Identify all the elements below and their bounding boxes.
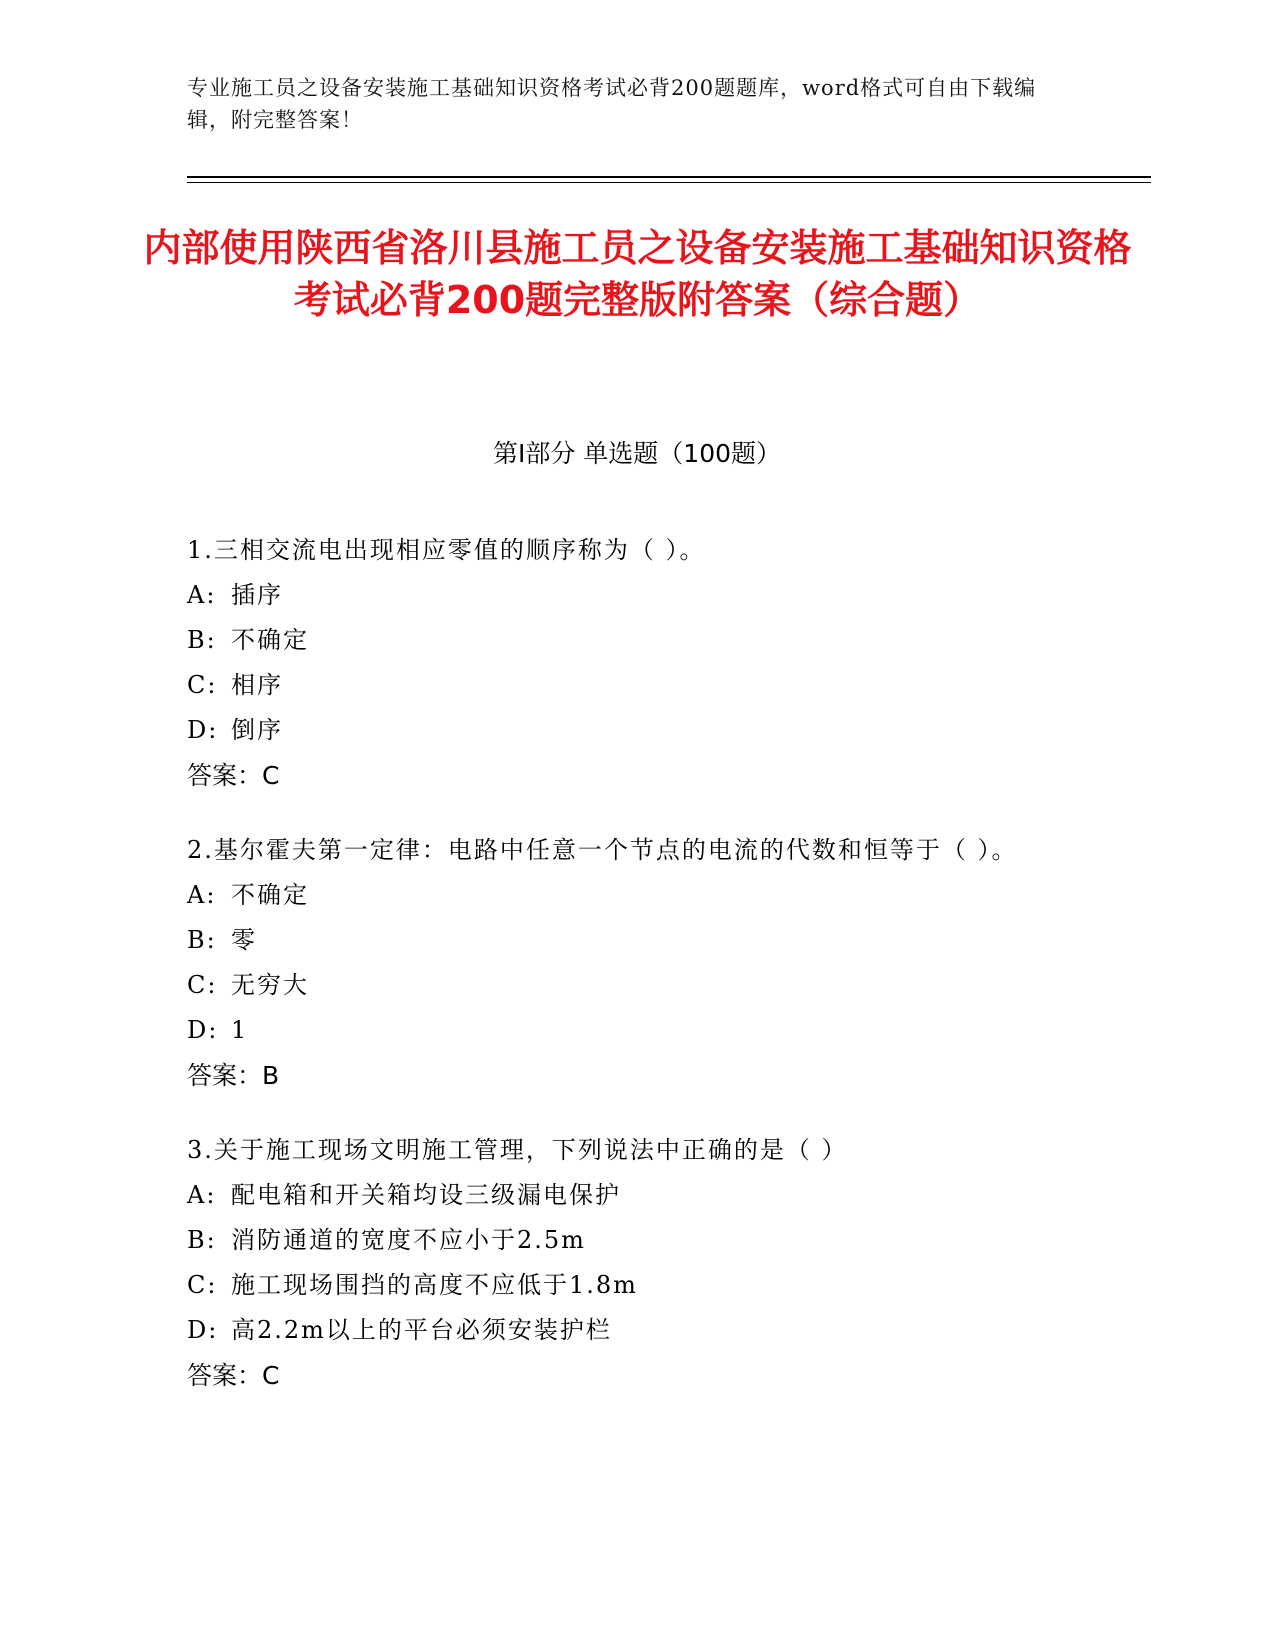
option-letter: D: xyxy=(187,1316,219,1344)
question-stem: 3.关于施工现场文明施工管理，下列说法中正确的是（ ） xyxy=(187,1136,848,1164)
option-text: 倒序 xyxy=(231,716,283,744)
option-text: 消防通道的宽度不应小于2.5m xyxy=(231,1226,586,1254)
option-letter: A: xyxy=(187,881,217,909)
option-text: 无穷大 xyxy=(231,971,309,999)
option-letter: B: xyxy=(187,626,217,654)
section-title: 第Ⅰ部分 单选题（100题） xyxy=(492,439,782,468)
question-2 xyxy=(187,828,1067,1098)
option-b xyxy=(187,1218,1067,1263)
question-stem: 2.基尔霍夫第一定律：电路中任意一个节点的电流的代数和恒等于（ ）。 xyxy=(187,836,1018,864)
option-d xyxy=(187,1008,1067,1053)
question-3 xyxy=(187,1128,1067,1398)
option-text: 不确定 xyxy=(231,881,309,909)
question-1 xyxy=(187,528,1067,798)
option-letter: C: xyxy=(187,671,218,699)
answer: 答案：C xyxy=(187,1361,280,1390)
option-letter: C: xyxy=(187,1271,218,1299)
option-b xyxy=(187,618,1067,663)
option-d xyxy=(187,1308,1067,1353)
answer: 答案：C xyxy=(187,761,280,790)
option-text: 零 xyxy=(231,926,257,954)
header-rule-thick xyxy=(187,176,1151,178)
document-title: 内部使用陕西省洛川县施工员之设备安装施工基础知识资格考试必背200题完整版附答案（综合题） xyxy=(143,226,1132,322)
question-list xyxy=(187,528,1067,1428)
option-a xyxy=(187,873,1067,918)
question-stem: 1.三相交流电出现相应零值的顺序称为（ ）。 xyxy=(187,536,706,564)
answer: 答案：B xyxy=(187,1061,280,1090)
option-letter: A: xyxy=(187,581,217,609)
option-text: 配电箱和开关箱均设三级漏电保护 xyxy=(231,1181,621,1209)
header-note: 专业施工员之设备安装施工基础知识资格考试必背200题题库，word格式可自由下载编辑，附完整答案！ xyxy=(187,76,1037,132)
option-letter: D: xyxy=(187,716,219,744)
option-letter: B: xyxy=(187,926,217,954)
option-c xyxy=(187,663,1067,708)
option-letter: D: xyxy=(187,1016,219,1044)
option-text: 不确定 xyxy=(231,626,309,654)
option-letter: B: xyxy=(187,1226,217,1254)
option-d xyxy=(187,708,1067,753)
option-text: 施工现场围挡的高度不应低于1.8m xyxy=(231,1271,638,1299)
option-text: 相序 xyxy=(231,671,283,699)
option-text: 插序 xyxy=(231,581,283,609)
option-letter: C: xyxy=(187,971,218,999)
option-b xyxy=(187,918,1067,963)
option-text: 1 xyxy=(231,1016,249,1044)
option-c xyxy=(187,1263,1067,1308)
option-c xyxy=(187,963,1067,1008)
option-text: 高2.2m以上的平台必须安装护栏 xyxy=(231,1316,612,1344)
header-rule-thin xyxy=(187,182,1151,183)
option-a xyxy=(187,573,1067,618)
option-a xyxy=(187,1173,1067,1218)
option-letter: A: xyxy=(187,1181,217,1209)
